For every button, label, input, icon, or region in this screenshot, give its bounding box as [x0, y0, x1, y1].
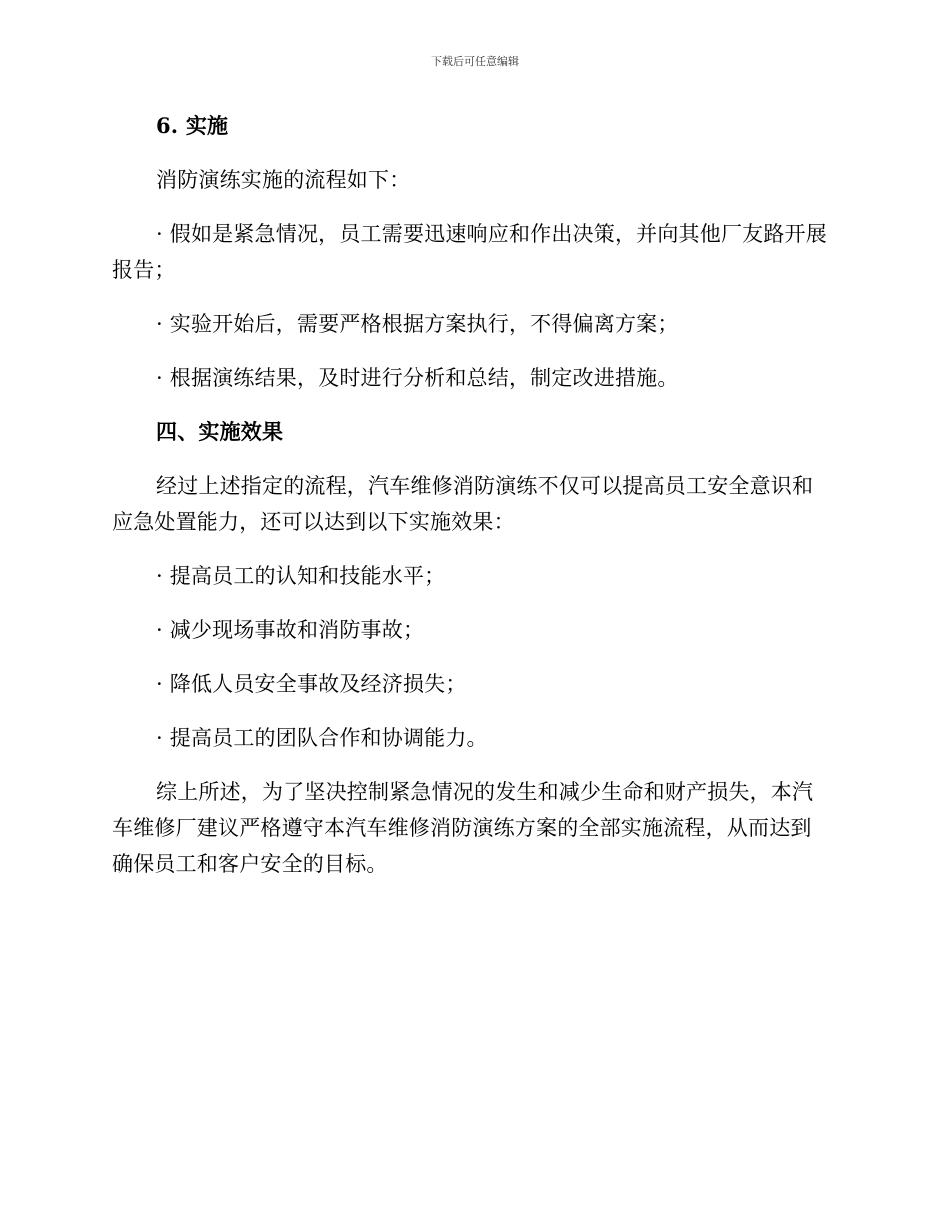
list-item: · 减少现场事故和消防事故； — [156, 618, 425, 642]
list-item: · 提高员工的认知和技能水平； — [156, 564, 446, 588]
list-item: · 提高员工的团队合作和协调能力。 — [156, 726, 488, 750]
paragraph-implementation-intro: 消防演练实施的流程如下： — [156, 168, 411, 192]
list-item: · 降低人员安全事故及经济损失； — [156, 672, 467, 696]
section-heading-effects: 四、实施效果 — [156, 419, 284, 444]
list-item: · 根据演练结果，及时进行分析和总结，制定改进措施。 — [156, 366, 679, 390]
list-item: · 实验开始后，需要严格根据方案执行，不得偏离方案； — [156, 312, 679, 336]
paragraph-effects-intro: 经过上述指定的流程，汽车维修消防演练不仅可以提高员工安全意识和应急处置能力，还可以达到以下实施效果： — [112, 474, 814, 534]
document-body — [112, 108, 830, 900]
paragraph-conclusion: 综上所述，为了坚决控制紧急情况的发生和减少生命和财产损失，本汽车维修厂建议严格遵守本汽车维修消防演练方案的全部实施流程，从而达到确保员工和客户安全的目标。 — [112, 780, 814, 876]
list-item: · 假如是紧急情况，员工需要迅速响应和作出决策，并向其他厂友路开展报告； — [112, 222, 827, 282]
section-heading-implementation: 6. 实施 — [156, 113, 229, 138]
page-header-note: 下载后可任意编辑 — [431, 55, 519, 68]
